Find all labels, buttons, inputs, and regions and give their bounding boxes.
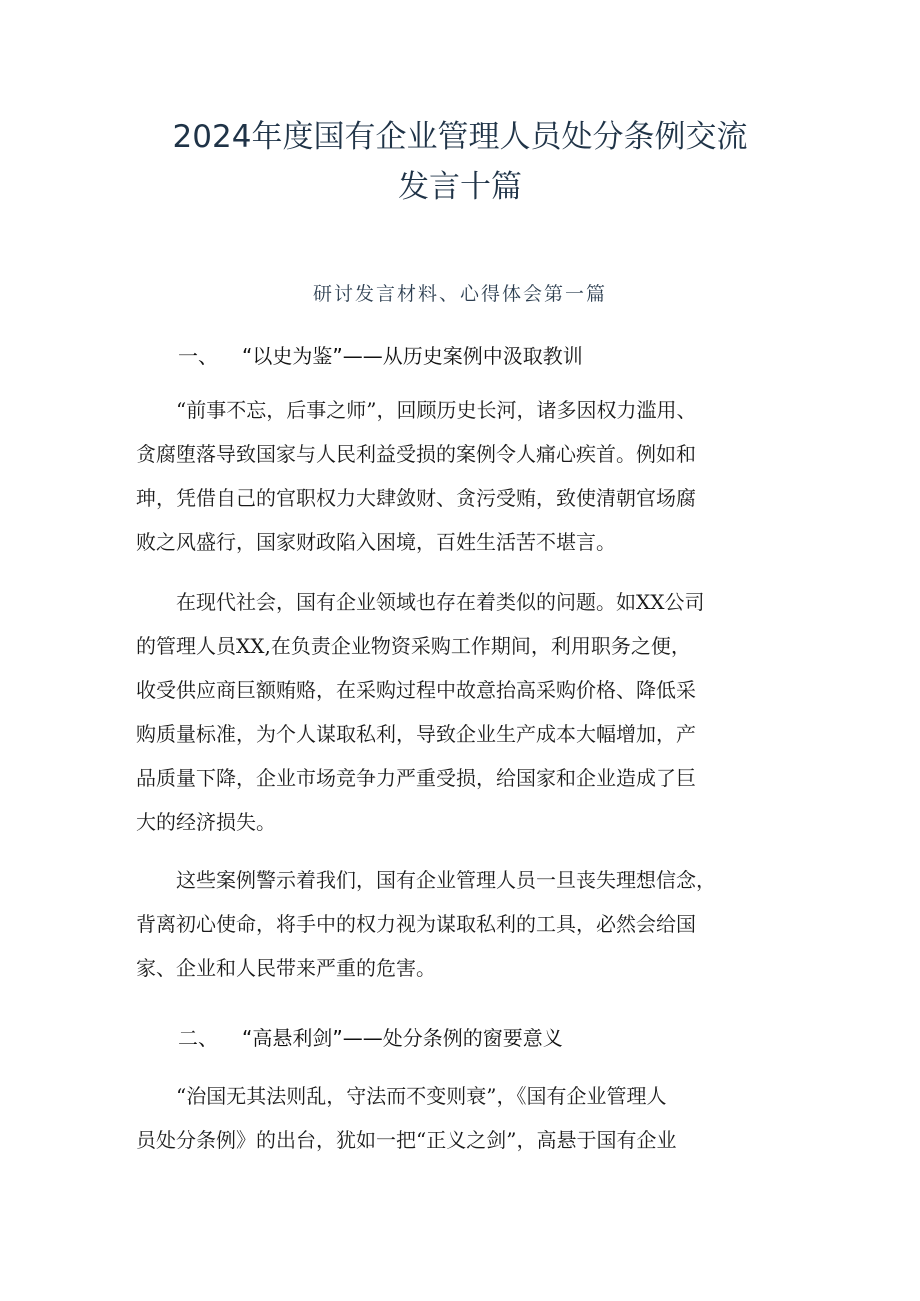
paragraph-line: “治国无其法则乱，守法而不变则衰”，《国有企业管理人 bbox=[136, 1084, 667, 1108]
paragraph-line: 珅，凭借自己的官职权力大肆敛财、贪污受贿，致使清朝官场腐 bbox=[136, 486, 696, 510]
section-1-paragraph-3 bbox=[136, 858, 786, 990]
paragraph-line: 家、企业和人民带来严重的危害。 bbox=[136, 956, 436, 980]
paragraph-line: 贪腐堕落导致国家与人民利益受损的案例令人痛心疾首。例如和 bbox=[136, 442, 696, 466]
section-1-heading-text: “以史为鉴”——从历史案例中汲取教训 bbox=[242, 344, 583, 368]
paragraph-line: 员处分条例》的出台，犹如一把“正义之剑”，高悬于国有企业 bbox=[136, 1128, 677, 1152]
paragraph-line: 大的经济损失。 bbox=[136, 810, 276, 834]
section-2-heading bbox=[178, 1022, 563, 1054]
section-2-paragraph-1 bbox=[136, 1074, 786, 1162]
paragraph-line: 品质量下降，企业市场竞争力严重受损，给国家和企业造成了巨 bbox=[136, 766, 696, 790]
document-title-line-1: 2024年度国有企业管理人员处分条例交流 bbox=[172, 119, 748, 155]
document-subtitle: 研讨发言材料、心得体会第一篇 bbox=[312, 283, 607, 305]
paragraph-line: “前事不忘，后事之师”，回顾历史长河，诸多因权力滥用、 bbox=[136, 398, 697, 422]
section-1-paragraph-1 bbox=[136, 388, 786, 564]
paragraph-line: 这些案例警示着我们，国有企业管理人员一旦丧失理想信念， bbox=[136, 868, 716, 892]
section-2-number: 二、 bbox=[178, 1026, 218, 1050]
section-2-heading-text: “高悬利剑”——处分条例的窗要意义 bbox=[242, 1026, 563, 1050]
section-1-paragraph-2 bbox=[136, 580, 786, 844]
paragraph-line: 在现代社会，国有企业领域也存在着类似的问题。如XX公司 bbox=[136, 590, 705, 614]
paragraph-line: 购质量标准，为个人谋取私利，导致企业生产成本大幅增加，产 bbox=[136, 722, 696, 746]
paragraph-line: 败之风盛行，国家财政陷入困境，百姓生活苦不堪言。 bbox=[136, 530, 616, 554]
paragraph-line: 的管理人员XX,在负责企业物资采购工作期间，利用职务之便， bbox=[136, 634, 691, 658]
document-title-line-2: 发言十篇 bbox=[398, 169, 522, 205]
paragraph-line: 背离初心使命，将手中的权力视为谋取私利的工具，必然会给国 bbox=[136, 912, 696, 936]
paragraph-line: 收受供应商巨额贿赂，在采购过程中故意抬高采购价格、降低采 bbox=[136, 678, 696, 702]
section-1-heading bbox=[178, 340, 583, 372]
section-1-number: 一、 bbox=[178, 344, 218, 368]
